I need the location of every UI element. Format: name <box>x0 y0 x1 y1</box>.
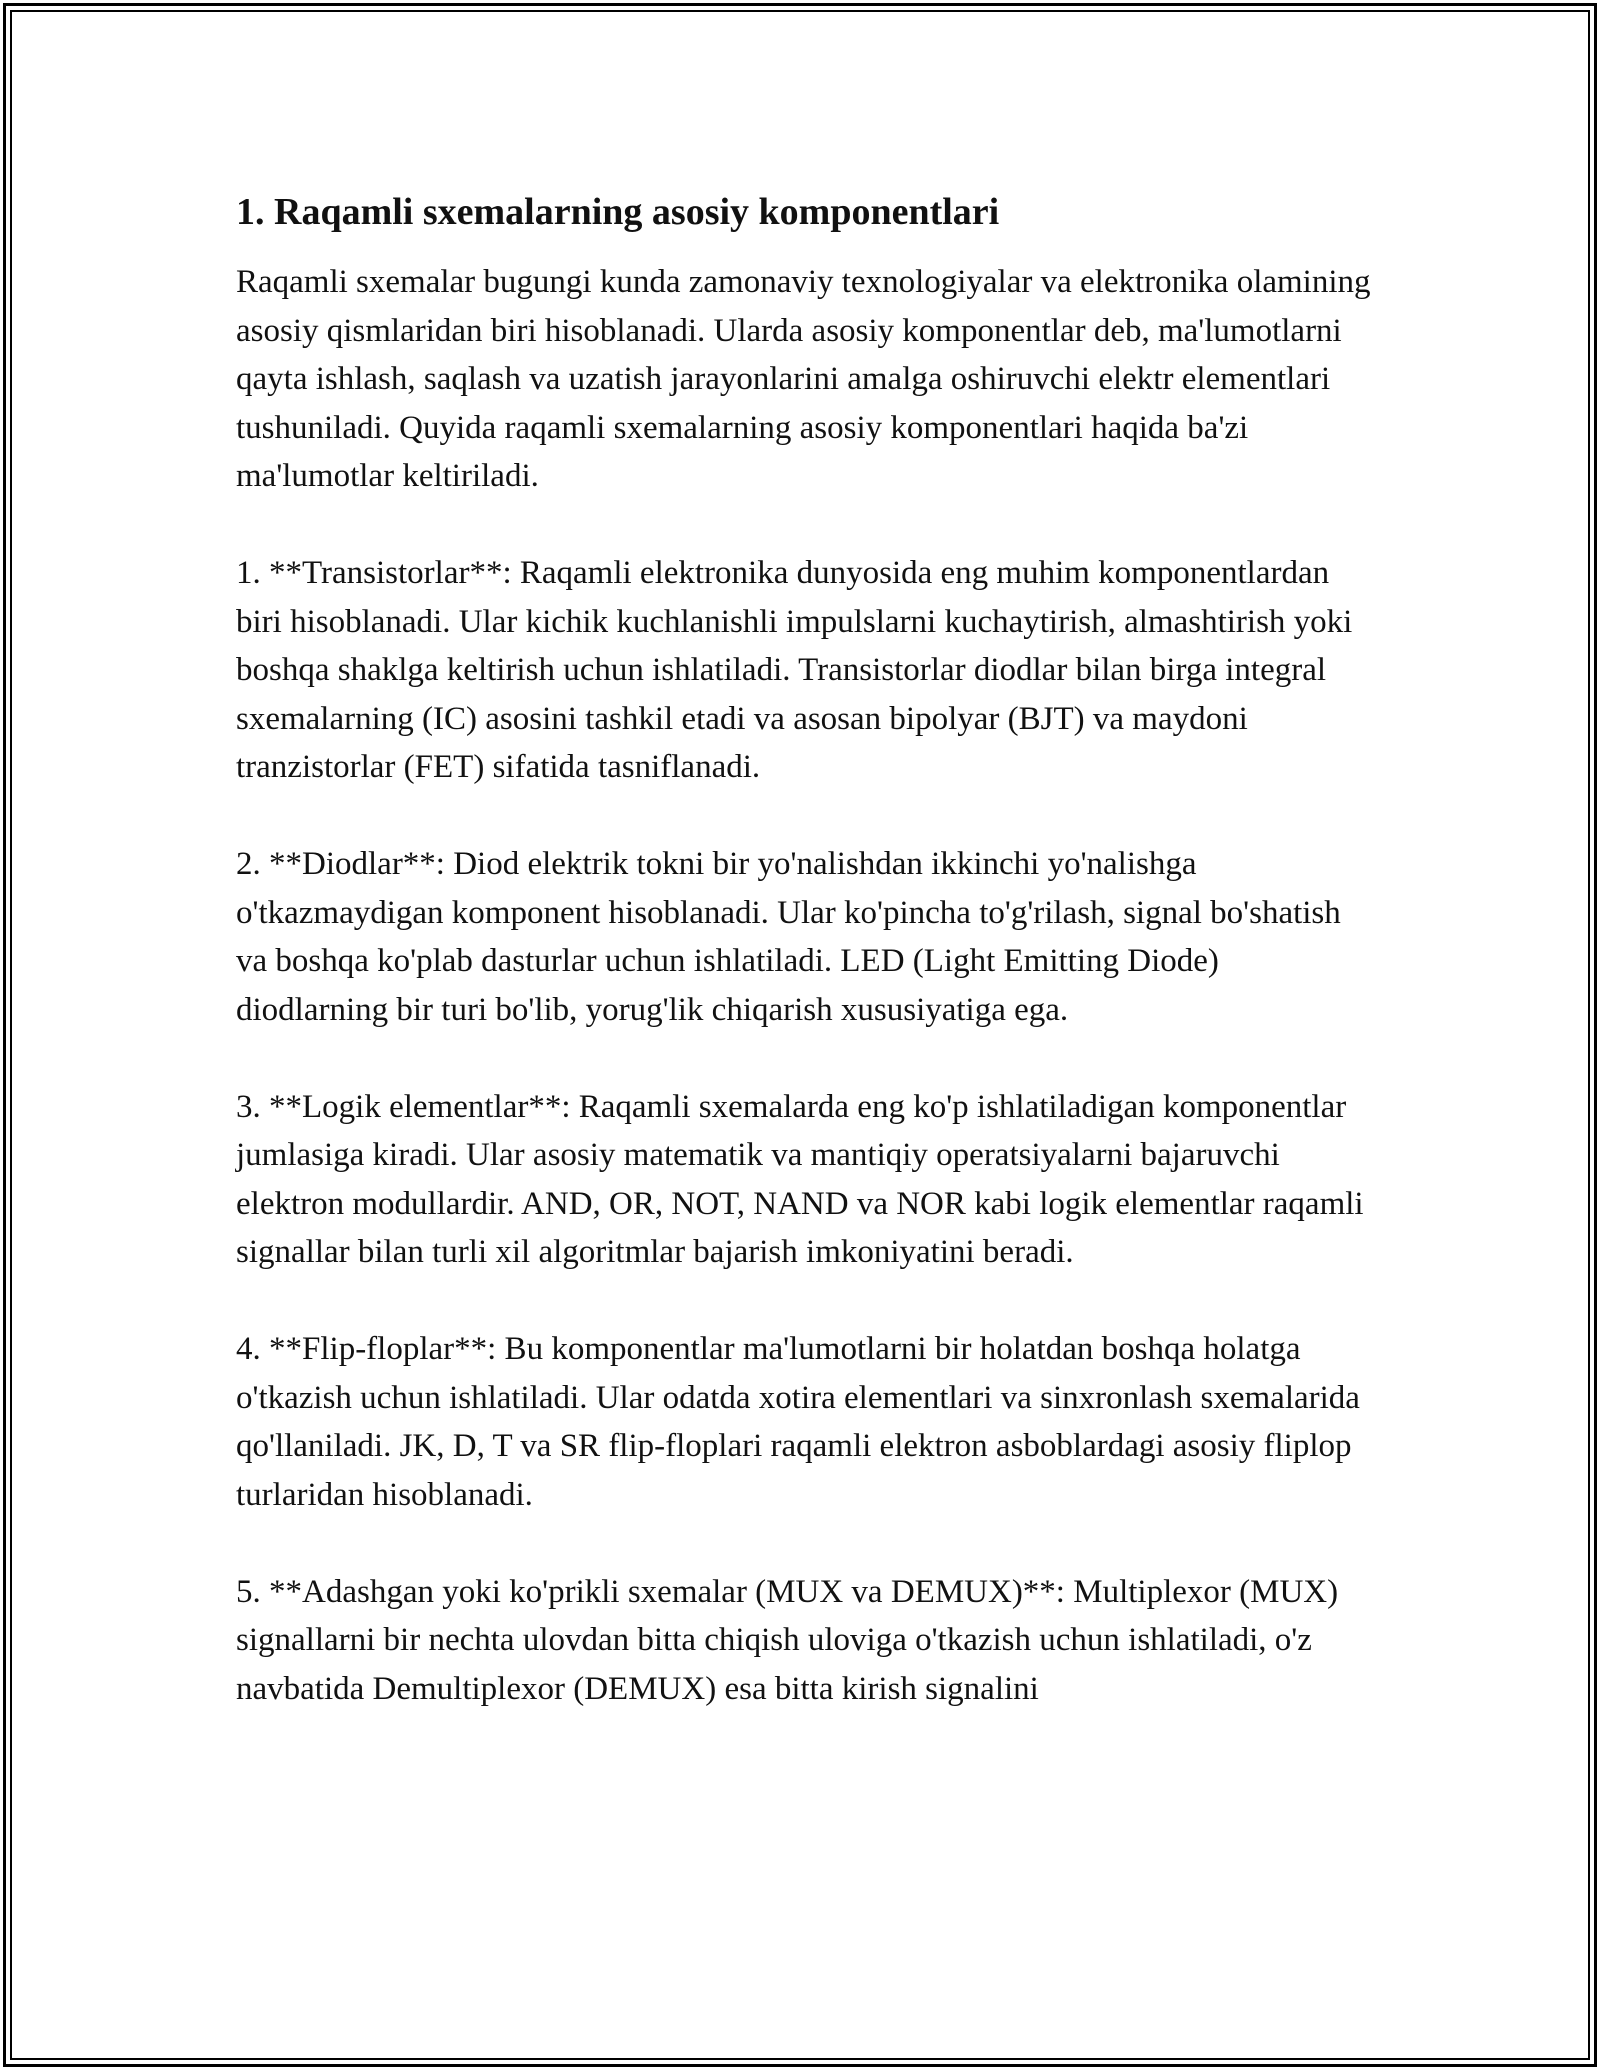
paragraph-flip-flops: 4. **Flip-floplar**: Bu komponentlar ma'lumotlarni bir holatdan boshqa holatga o'tkazish uchun ishlatiladi. Ular odatda xotira elementlari va sinxronlash sxemalarida qo'llaniladi. JK, D, T va SR flip-floplari raqamli elektron asboblardagi asosiy fliplop turlaridan hisoblanadi. <box>236 1331 1360 1513</box>
paragraph-mux-demux: 5. **Adashgan yoki ko'prikli sxemalar (MUX va DEMUX)**: Multiplexor (MUX) signallarni bir nechta ulovdan bitta chiqish uloviga o'tkazish uchun ishlatiladi, o'z navbatida Demultiplexor (DEMUX) esa bitta kirish signalini <box>236 1573 1339 1707</box>
paragraph-diodes: 2. **Diodlar**: Diod elektrik tokni bir yo'nalishdan ikkinchi yo'nalishga o'tkazmaydigan komponent hisoblanadi. Ular ko'pincha to'g'rilash, signal bo'shatish va boshqa ko'plab dasturlar uchun ishlatiladi. LED (Light Emitting Diode) diodlarning bir turi bo'lib, yorug'lik chiqarish xususiyatiga ega. <box>236 846 1341 1028</box>
intro-paragraph: Raqamli sxemalar bugungi kunda zamonaviy texnologiyalar va elektronika olamining asosiy qismlaridan biri hisoblanadi. Ularda asosiy komponentlar deb, ma'lumotlarni qayta ishlash, saqlash va uzatish jarayonlarini amalga oshiruvchi elektr elementlari tushuniladi. Quyida raqamli sxemalarning asosiy komponentlari haqida ba'zi ma'lumotlar keltiriladi. <box>236 264 1371 494</box>
paragraph-transistors: 1. **Transistorlar**: Raqamli elektronika dunyosida eng muhim komponentlardan biri hisoblanadi. Ular kichik kuchlanishli impulslarni kuchaytirish, almashtirish yoki boshqa shaklga keltirish uchun ishlatiladi. Transistorlar diodlar bilan birga integral sxemalarning (IC) asosini tashkil etadi va asosan bipolyar (BJT) va maydoni tranzistorlar (FET) sifatida tasniflanadi. <box>236 555 1353 785</box>
document-body <box>236 186 1376 1762</box>
paragraph-logic-elements: 3. **Logik elementlar**: Raqamli sxemalarda eng ko'p ishlatiladigan komponentlar jumlasiga kiradi. Ular asosiy matematik va mantiqiy operatsiyalarni bajaruvchi elektron modullardir. AND, OR, NOT, NAND va NOR kabi logik elementlar raqamli signallar bilan turli xil algoritmlar bajarish imkoniyatini beradi. <box>236 1088 1364 1270</box>
section-heading: 1. Raqamli sxemalarning asosiy komponentlari <box>236 191 1000 233</box>
